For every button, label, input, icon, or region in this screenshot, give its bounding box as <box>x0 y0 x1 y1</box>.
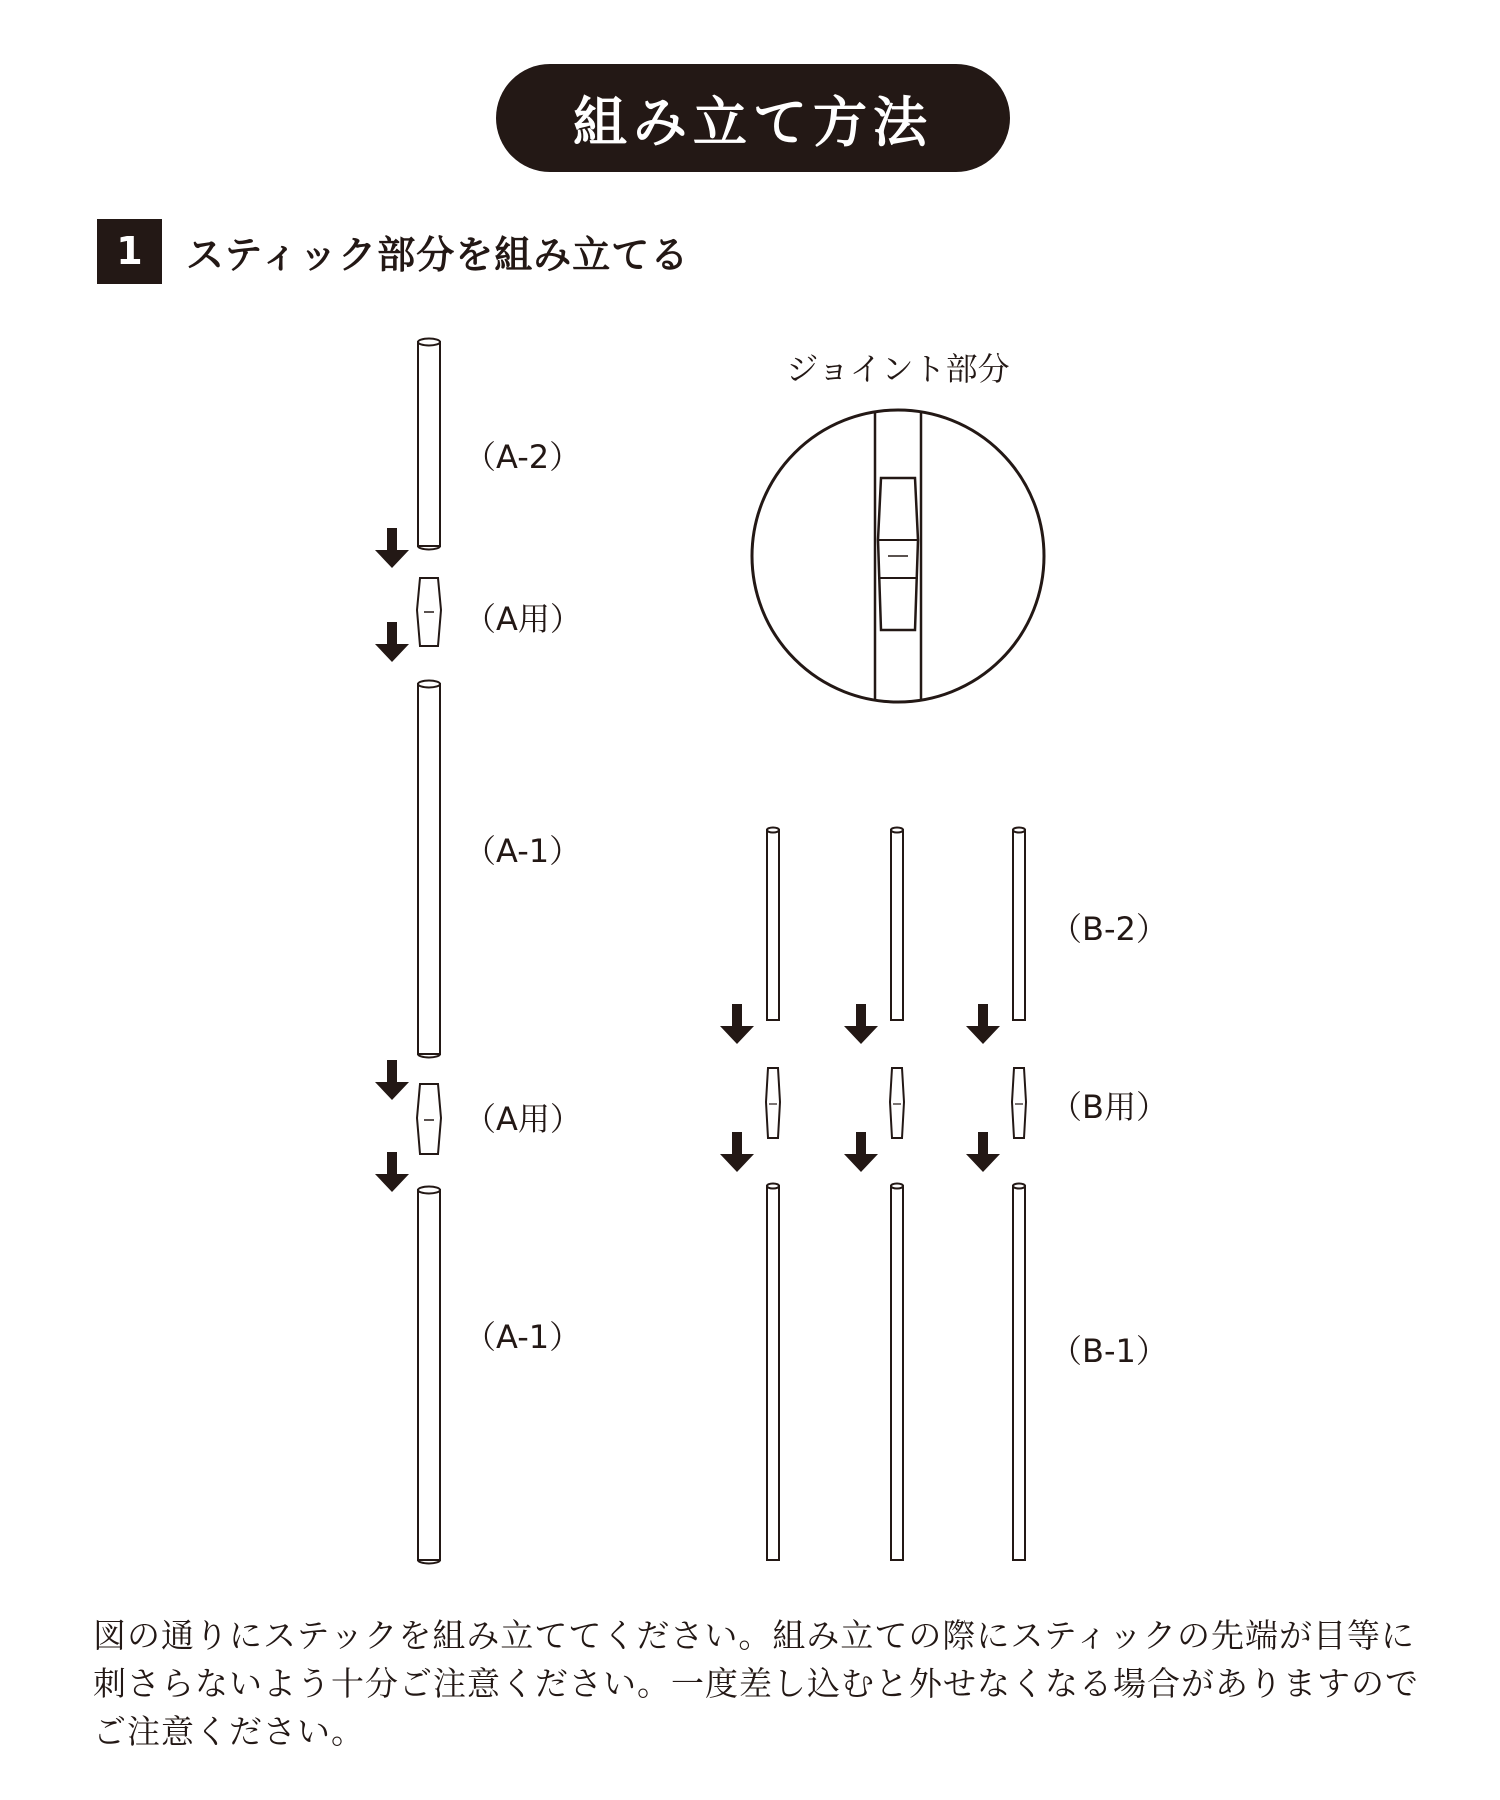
label-a-joint-1: （A用） <box>464 600 582 638</box>
stick-b2-1 <box>767 828 779 1021</box>
stick-b1-1 <box>767 1184 779 1561</box>
joint-a-1 <box>417 578 441 646</box>
down-arrow-icon <box>966 1004 1000 1044</box>
down-arrow-icon <box>375 1060 409 1100</box>
assembly-instructions: 図の通りにステックを組み立ててください。組み立ての際にスティックの先端が目等に刺さらないよう十分ご注意ください。一度差し込むと外せなくなる場合がありますのでご注意ください。 <box>93 1616 1419 1751</box>
label-a-joint-2: （A用） <box>464 1100 582 1138</box>
down-arrow-icon <box>844 1132 878 1172</box>
stick-a1-upper <box>418 681 440 1058</box>
label-b-joint: （B用） <box>1050 1088 1168 1126</box>
joint-b-1 <box>766 1068 780 1138</box>
stick-b1-3 <box>1013 1184 1025 1561</box>
page-title: 組み立て方法 <box>496 64 1010 172</box>
down-arrow-icon <box>375 622 409 662</box>
label-b2: （B-2） <box>1050 910 1168 948</box>
joint-detail-title: ジョイント部分 <box>786 350 1010 388</box>
stick-a2 <box>418 339 440 550</box>
step-number-badge: 1 <box>97 219 162 284</box>
label-a1-upper: （A-1） <box>464 832 582 870</box>
down-arrow-icon <box>844 1004 878 1044</box>
joint-b-2 <box>890 1068 904 1138</box>
down-arrow-icon <box>375 528 409 568</box>
joint-a-2 <box>417 1084 441 1154</box>
label-a2: （A-2） <box>464 438 582 476</box>
stick-b1-2 <box>891 1184 903 1561</box>
label-a1-lower: （A-1） <box>464 1318 582 1356</box>
down-arrow-icon <box>720 1132 754 1172</box>
stick-b2-3 <box>1013 828 1025 1021</box>
stick-b2-2 <box>891 828 903 1021</box>
down-arrow-icon <box>375 1152 409 1192</box>
joint-detail-magnifier <box>752 400 1044 712</box>
down-arrow-icon <box>720 1004 754 1044</box>
down-arrow-icon <box>966 1132 1000 1172</box>
stick-a1-lower <box>418 1187 440 1564</box>
step-title: スティック部分を組み立てる <box>186 232 690 277</box>
label-b1: （B-1） <box>1050 1332 1168 1370</box>
joint-b-3 <box>1012 1068 1026 1138</box>
